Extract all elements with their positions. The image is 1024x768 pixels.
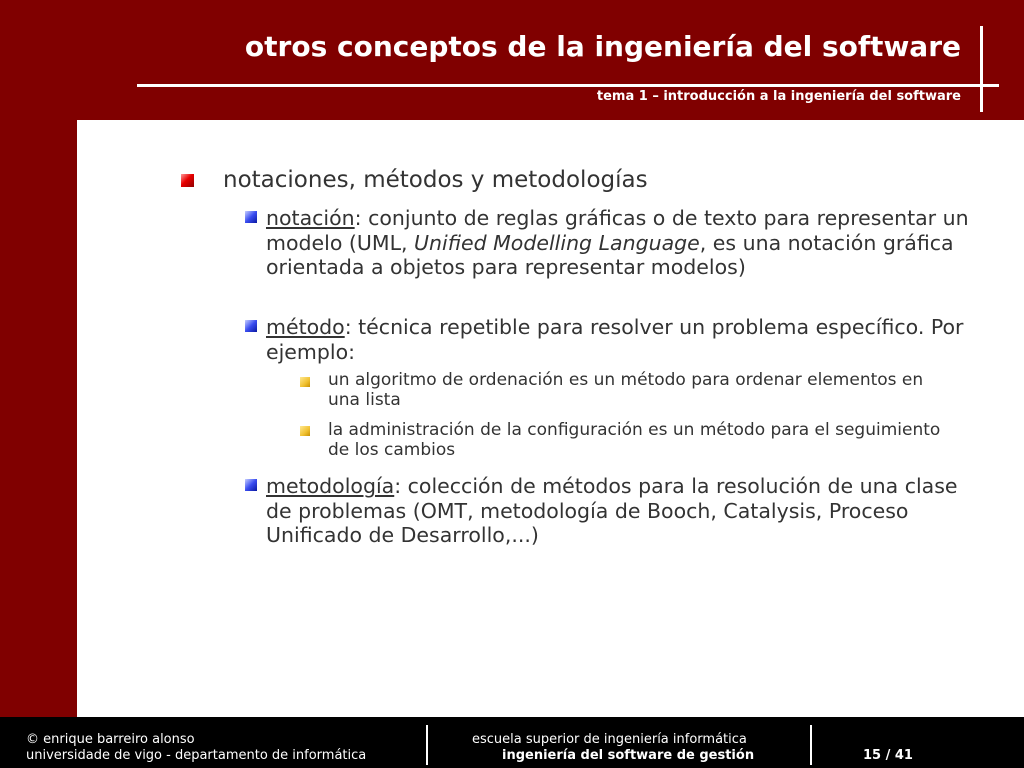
- slide-content: [77, 120, 1024, 717]
- footer-divider: [426, 725, 428, 765]
- notacion-text-a: : conjunto de reglas gráficas o de texto para representar un modelo (UML,: [266, 206, 969, 255]
- slide-subtitle: tema 1 – introducción a la ingeniería del software: [596, 89, 961, 104]
- bullet-yellow-icon: [300, 426, 310, 436]
- notacion-term: notación: [266, 206, 355, 230]
- metodo-item: [266, 315, 986, 364]
- title-rule: [137, 84, 999, 87]
- footer-divider: [810, 725, 812, 765]
- metodo-term: método: [266, 315, 345, 339]
- bullet-blue-icon: [245, 479, 257, 491]
- notacion-text-b: , es una notación gráfica orientada a objetos para representar modelos): [266, 230, 954, 279]
- metodologia-item: [266, 474, 986, 548]
- metodologia-text: : colección de métodos para la resolución de una clase de problemas (OMT, metodología de Booch, Catalysis, Proceso Unificado de Desarrollo,...): [266, 474, 958, 547]
- metodologia-term: metodología: [266, 474, 395, 498]
- notacion-item: [266, 206, 986, 280]
- bullet-blue-icon: [245, 320, 257, 332]
- bullet-red-icon: [181, 174, 194, 187]
- notacion-italic: Unified Modelling Language: [414, 230, 700, 255]
- metodo-example: un algoritmo de ordenación es un método para ordenar elementos en una lista: [328, 370, 924, 410]
- slide-header: [0, 0, 1024, 120]
- main-bullet-text: notaciones, métodos y metodologías: [223, 167, 648, 193]
- metodo-example: la administración de la configuración es un método para el seguimiento de los cambios: [328, 420, 941, 460]
- metodo-text: : técnica repetible para resolver un problema específico. Por ejemplo:: [266, 315, 964, 364]
- footer-affiliation: universidade de vigo - departamento de informática: [26, 748, 367, 763]
- footer-course: ingeniería del software de gestión: [502, 748, 755, 763]
- bullet-yellow-icon: [300, 377, 310, 387]
- page-number: 15 / 41: [863, 748, 913, 763]
- slide-title: otros conceptos de la ingeniería del software: [244, 30, 961, 63]
- slide-footer: [0, 717, 1024, 768]
- footer-school: escuela superior de ingeniería informática: [472, 732, 747, 747]
- footer-author: © enrique barreiro alonso: [26, 732, 195, 747]
- title-vertical-rule: [980, 26, 983, 112]
- bullet-blue-icon: [245, 211, 257, 223]
